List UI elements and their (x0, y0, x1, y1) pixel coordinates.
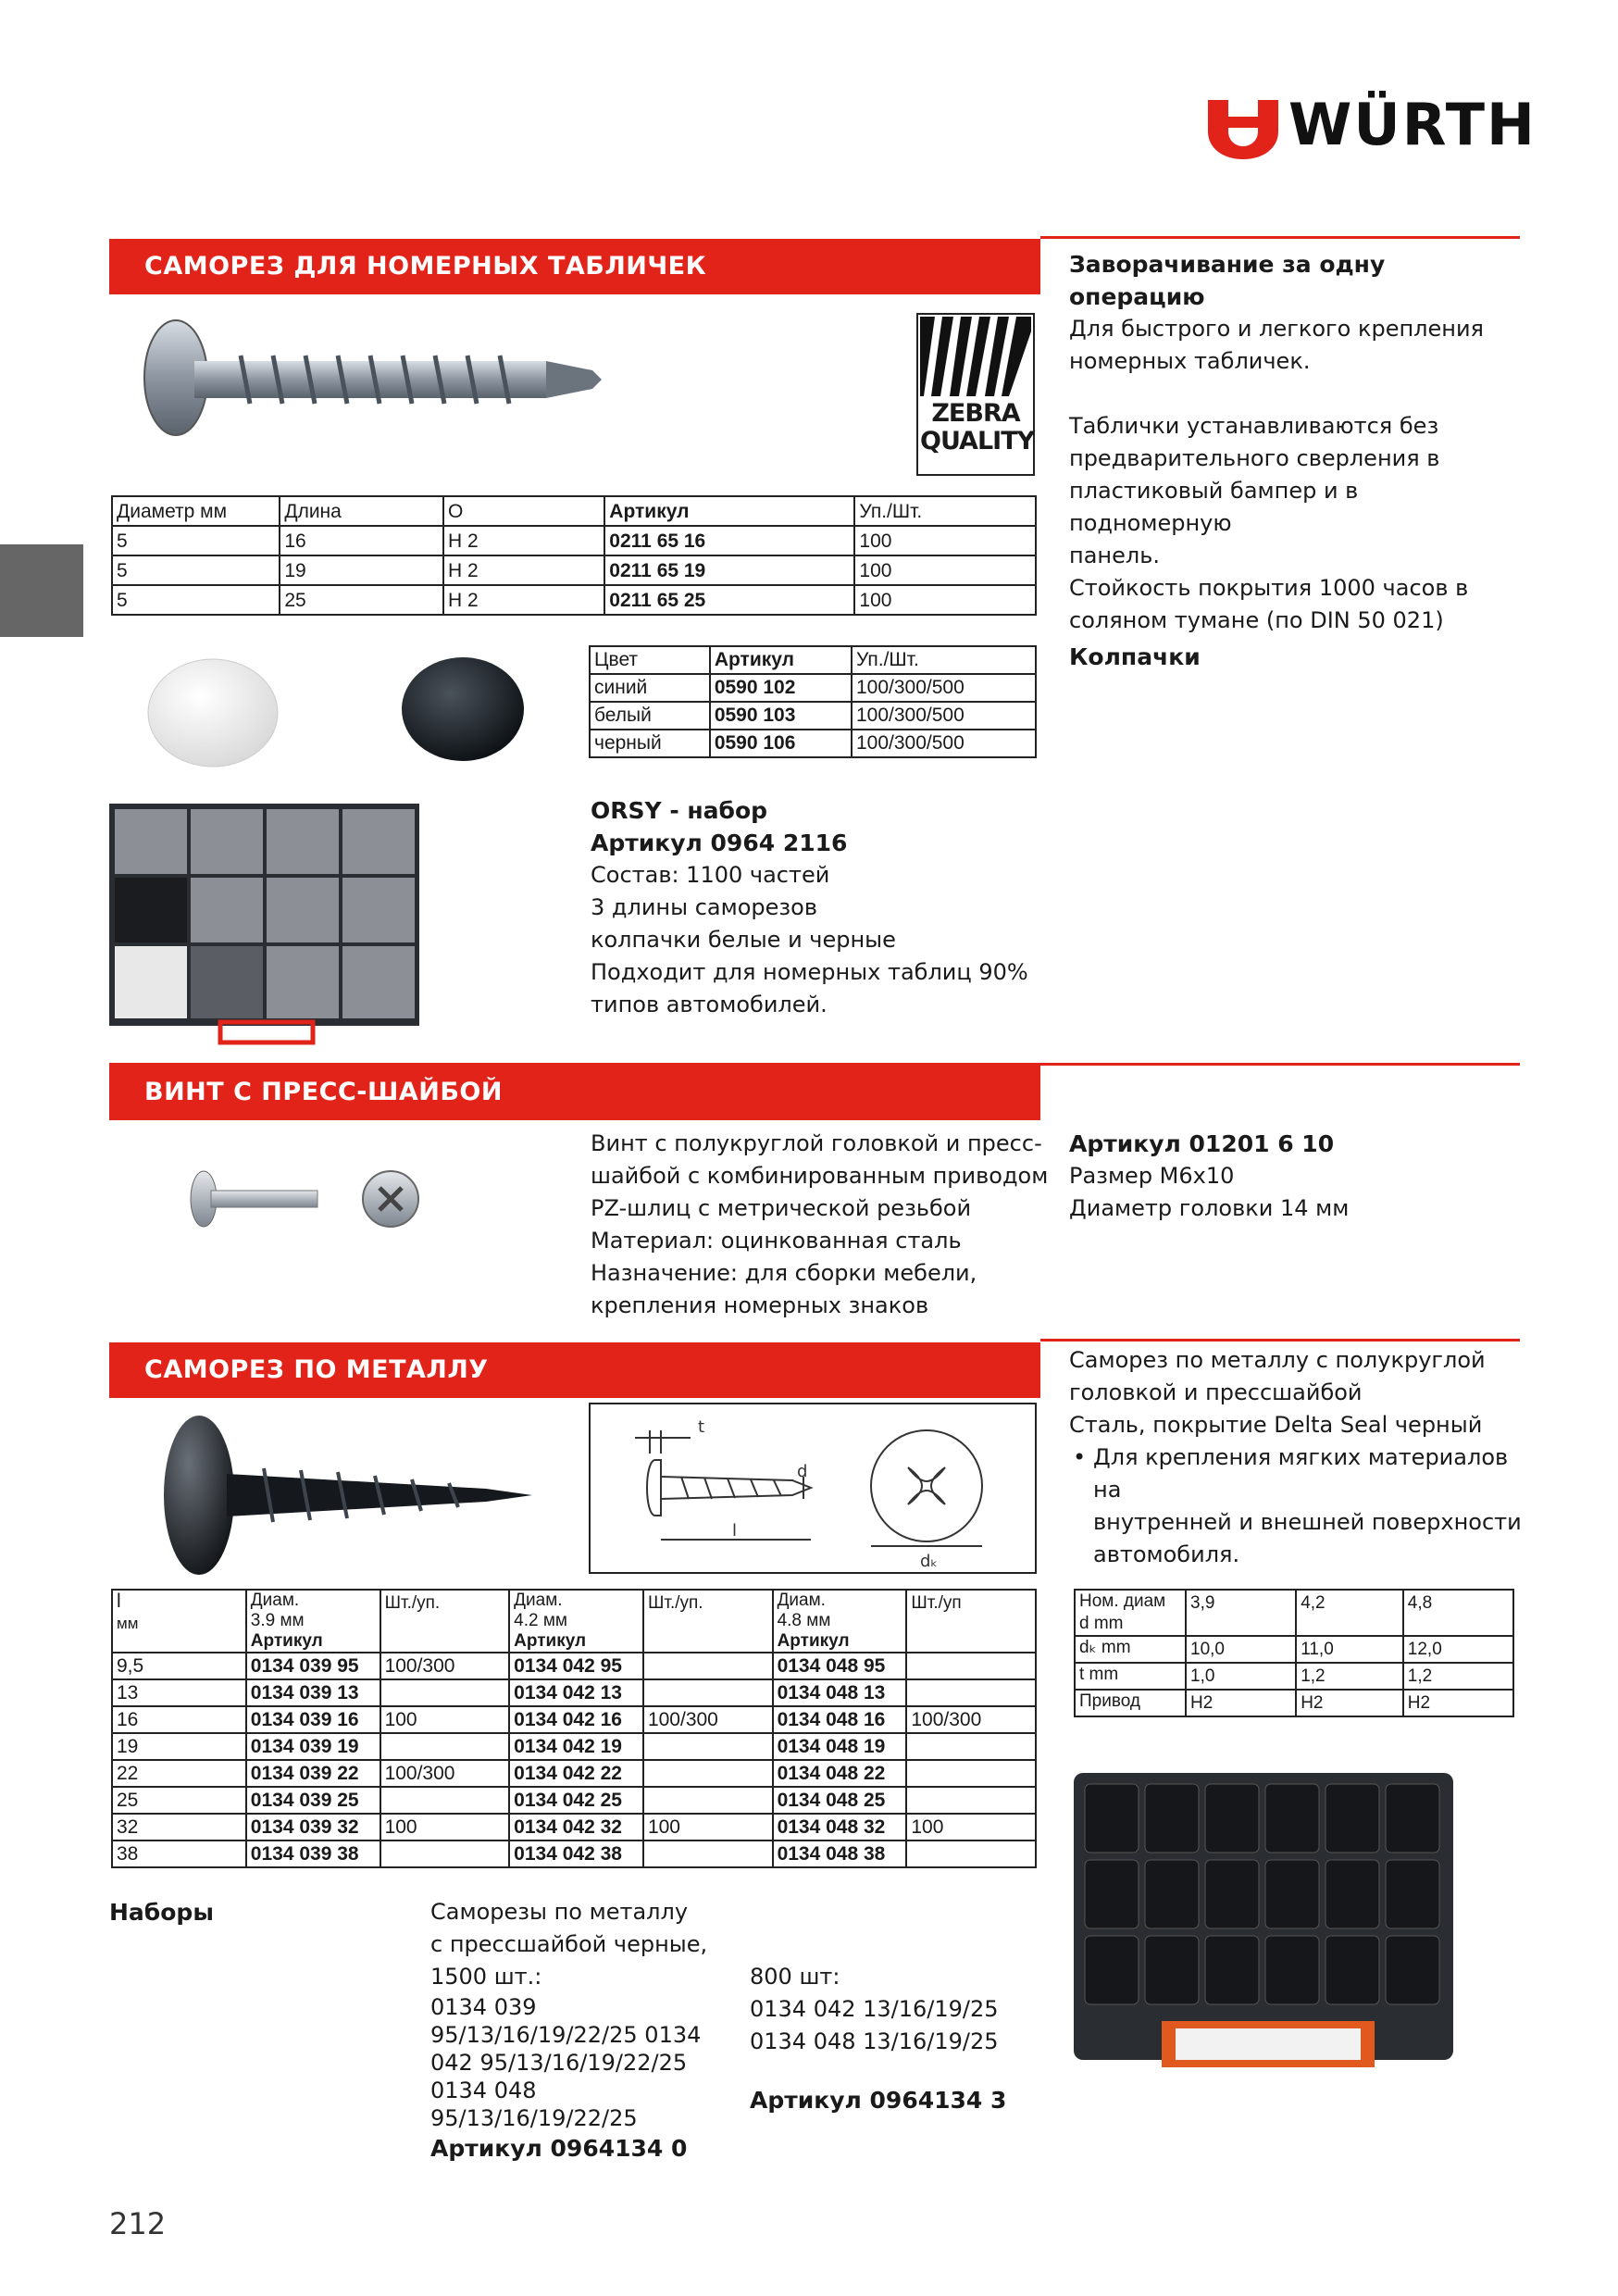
table-cell: 5 (112, 555, 280, 585)
plate-screw-image (139, 313, 620, 470)
kit-compartment (1085, 1784, 1139, 1853)
text-line: с прессшайбой черные, (430, 1931, 708, 1957)
table-cell: H2 (1296, 1690, 1403, 1716)
bullet-line: Для крепления мягких материалов на • (1069, 1441, 1523, 1506)
drawing-label-t: t (698, 1417, 705, 1437)
kit2-count: 800 шт: (750, 1964, 840, 1990)
text-line: соляном тумане (по DIN 50 021) (1069, 607, 1444, 633)
table-header-row (112, 496, 1036, 526)
section1-desc-title: Заворачивание за одну операцию (1069, 251, 1386, 310)
text-line: Стойкость покрытия 1000 часов в (1069, 575, 1469, 601)
table-row (112, 585, 1036, 615)
table-cell (380, 1841, 510, 1867)
kit-compartment (1145, 1784, 1199, 1853)
table-cell: 100/300/500 (852, 702, 1036, 730)
table-row (112, 1679, 1036, 1706)
table-row (1075, 1663, 1513, 1690)
table-cell: 0590 106 (710, 730, 852, 757)
orsy-article: Артикул 0964 2116 (591, 830, 848, 856)
table-cell: 0211 65 25 (604, 585, 854, 615)
kit2-article: Артикул 0964134 3 (750, 2087, 1007, 2114)
table-header: Уп./Шт. (852, 646, 1036, 674)
table-header-row (112, 1590, 1036, 1653)
table-cell (380, 1679, 510, 1706)
section2-desc (591, 1128, 1053, 1322)
text-line: 0134 042 13/16/19/25 (750, 1996, 999, 2022)
table-cell: 0590 103 (710, 702, 852, 730)
table-cell: 0134 048 13 (773, 1679, 907, 1706)
text-line: шайбой с комбинированным приводом (591, 1163, 1049, 1189)
table-cell: 0134 042 19 (509, 1733, 643, 1760)
metal-screw-spec-table (1074, 1589, 1514, 1717)
kit-compartment (1205, 1784, 1259, 1853)
text-line: пластиковый бампер и в подномерную (1069, 478, 1359, 536)
text-line: PZ-шлиц с метрической резьбой (591, 1195, 972, 1221)
table-cell: 11,0 (1296, 1636, 1403, 1663)
table-cell: 4,8 (1403, 1590, 1513, 1636)
table-cell: 1,2 (1403, 1663, 1513, 1690)
header-line: Диам. (514, 1591, 563, 1610)
table-cell: 0134 042 32 (509, 1814, 643, 1841)
text-line: предварительного сверления в (1069, 445, 1440, 471)
table-cell: 0134 042 16 (509, 1706, 643, 1733)
section3-desc (1069, 1344, 1523, 1441)
kit-compartment (1265, 1784, 1319, 1853)
table-cell (643, 1653, 773, 1679)
text-line: Подходит для номерных таблиц 90% (591, 959, 1028, 985)
table-cell: 12,0 (1403, 1636, 1513, 1663)
table-cell: 0134 039 32 (246, 1814, 380, 1841)
table-row (112, 1653, 1036, 1679)
text-line: Винт с полукруглой головкой и пресс- (591, 1130, 1042, 1156)
drawing-label-l: l (732, 1521, 738, 1541)
table-header: Артикул (604, 496, 854, 526)
table-cell: 25 (112, 1787, 246, 1814)
table-cell (643, 1733, 773, 1760)
table-cell: 100 (380, 1814, 510, 1841)
table-cell: 25 (280, 585, 443, 615)
caps-table (589, 645, 1037, 758)
table-cell: 0134 048 22 (773, 1760, 907, 1787)
table-cell: 1,0 (1186, 1663, 1296, 1690)
section1-header: САМОРЕЗ ДЛЯ НОМЕРНЫХ ТАБЛИЧЕК (109, 239, 1040, 294)
text-line: 3 длины саморезов (591, 894, 817, 920)
table-header (773, 1590, 907, 1653)
text-line: 95/13/16/19/22/25 (430, 2105, 638, 2131)
metal-screw-image (153, 1407, 541, 1583)
table-row (590, 702, 1036, 730)
text-line: Саморез по металлу с полукруглой (1069, 1347, 1486, 1373)
section1-rule (1040, 236, 1520, 239)
table-cell: 0134 042 22 (509, 1760, 643, 1787)
text-line: крепления номерных знаков (591, 1292, 929, 1318)
table-header: Артикул (710, 646, 852, 674)
cell-line: t mm (1079, 1665, 1119, 1684)
table-header: Шт./уп. (380, 1590, 510, 1653)
table-cell: 0134 039 95 (246, 1653, 380, 1679)
orsy-title: ORSY - набор (591, 797, 768, 824)
table-cell: 0134 048 16 (773, 1706, 907, 1733)
table-header-row (590, 646, 1036, 674)
table-cell: 0134 039 25 (246, 1787, 380, 1814)
table-cell: 0134 039 38 (246, 1841, 380, 1867)
table-cell: 0134 048 95 (773, 1653, 907, 1679)
kit-compartment (1205, 1860, 1259, 1928)
section1-desc (1069, 313, 1523, 637)
kit-compartment (1265, 1936, 1319, 2004)
kit-compartment (1265, 1860, 1319, 1928)
table-cell: 19 (112, 1733, 246, 1760)
table-cell: 38 (112, 1841, 246, 1867)
caps-title: Колпачки (1069, 643, 1201, 670)
text-line: Материал: оцинкованная сталь (591, 1228, 962, 1254)
table-cell (906, 1841, 1036, 1867)
table-cell: 0134 048 19 (773, 1733, 907, 1760)
header-line: Артикул (514, 1631, 587, 1651)
table-header (509, 1590, 643, 1653)
press-washer-screw-image (185, 1157, 426, 1241)
metal-screw-kit-image (1074, 1773, 1453, 2078)
text-line: 0134 048 (430, 2078, 537, 2103)
text-line: 0134 048 13/16/19/25 (750, 2028, 999, 2054)
table-cell (1075, 1690, 1186, 1716)
page-number: 212 (109, 2206, 167, 2241)
table-cell: черный (590, 730, 710, 757)
bullet-icon: • (1073, 1444, 1087, 1470)
kit-compartment (1145, 1860, 1199, 1928)
section3-header: САМОРЕЗ ПО МЕТАЛЛУ (109, 1342, 1040, 1398)
table-cell: 0134 039 22 (246, 1760, 380, 1787)
table-row (590, 730, 1036, 757)
table-cell: 100 (854, 585, 1036, 615)
table-header: Цвет (590, 646, 710, 674)
header-line: 4.2 мм (514, 1611, 567, 1630)
orsy-kit-image (109, 804, 419, 1046)
table-row (112, 1814, 1036, 1841)
table-cell: 0134 048 25 (773, 1787, 907, 1814)
text-line: Размер М6х10 (1069, 1163, 1235, 1189)
table-header: Шт./уп. (643, 1590, 773, 1653)
table-cell (643, 1787, 773, 1814)
table-cell: 0134 048 38 (773, 1841, 907, 1867)
table-cell (1075, 1636, 1186, 1663)
table-cell (906, 1653, 1036, 1679)
table-cell: 0134 048 32 (773, 1814, 907, 1841)
table-row (112, 526, 1036, 555)
table-cell (380, 1787, 510, 1814)
badge-line2: QUALITY (920, 427, 1035, 455)
table-cell: 100/300 (643, 1706, 773, 1733)
text-line: 95/13/16/19/22/25 0134 (430, 2022, 702, 2048)
table-cell: 16 (280, 526, 443, 555)
kit-compartment (1085, 1936, 1139, 2004)
table-row (112, 1787, 1036, 1814)
header-line: Диам. (250, 1591, 300, 1610)
text-line: колпачки белые и черные (591, 927, 896, 953)
header-line: Артикул (777, 1631, 850, 1651)
table-cell (906, 1787, 1036, 1814)
table-header: Шт./уп (906, 1590, 1036, 1653)
kit-compartment (1326, 1860, 1379, 1928)
table-cell: H2 (1403, 1690, 1513, 1716)
table-header: О (443, 496, 604, 526)
kits-label: Наборы (109, 1899, 214, 1926)
table-cell: белый (590, 702, 710, 730)
table-cell: 0211 65 19 (604, 555, 854, 585)
text-line: Назначение: для сборки мебели, (591, 1260, 977, 1286)
table-cell: 0211 65 16 (604, 526, 854, 555)
table-cell (643, 1679, 773, 1706)
cell-line: Ном. диам (1079, 1591, 1166, 1611)
text-line: Сталь, покрытие Delta Seal черный (1069, 1412, 1483, 1438)
brand-name: WÜRTH (1288, 91, 1537, 158)
header-line: 3.9 мм (250, 1611, 305, 1630)
kit-compartment (1386, 1784, 1439, 1853)
text-line: Состав: 1100 частей (591, 862, 830, 888)
header-line: мм (117, 1615, 139, 1632)
table-cell: 32 (112, 1814, 246, 1841)
table-cell: синий (590, 674, 710, 702)
text-line: Саморезы по металлу (430, 1899, 689, 1925)
table-cell (1075, 1663, 1186, 1690)
table-cell: 100/300 (906, 1706, 1036, 1733)
table-cell: 9,5 (112, 1653, 246, 1679)
cell-line: d mm (1079, 1614, 1124, 1633)
text-line: Таблички устанавливаются без (1069, 413, 1439, 439)
table-header: Диаметр мм (112, 496, 280, 526)
table-cell: 100 (906, 1814, 1036, 1841)
metal-screw-table (111, 1589, 1037, 1868)
table-cell (906, 1733, 1036, 1760)
table-cell: 4,2 (1296, 1590, 1403, 1636)
table-cell: H 2 (443, 585, 604, 615)
kit-compartment (1386, 1936, 1439, 2004)
table-cell: 22 (112, 1760, 246, 1787)
table-cell: 5 (112, 585, 280, 615)
table-row (112, 1706, 1036, 1733)
kit-compartment (1326, 1936, 1379, 2004)
kits-intro (430, 1896, 745, 1961)
table-cell (643, 1841, 773, 1867)
table-row (112, 555, 1036, 585)
table-cell: 100/300 (380, 1760, 510, 1787)
table-cell: 1,2 (1296, 1663, 1403, 1690)
table-cell: H2 (1186, 1690, 1296, 1716)
cell-line: Привод (1079, 1691, 1140, 1711)
table-cell: 0590 102 (710, 674, 852, 702)
table-cell: 10,0 (1186, 1636, 1296, 1663)
table-cell: 13 (112, 1679, 246, 1706)
section2-article: Артикул 01201 6 10 (1069, 1130, 1335, 1157)
table-cell (1075, 1590, 1186, 1636)
table-cell: 0134 042 95 (509, 1653, 643, 1679)
plate-screw-table (111, 495, 1037, 616)
text-line: номерных табличек. (1069, 348, 1311, 374)
table-cell: 5 (112, 526, 280, 555)
table-row (1075, 1590, 1513, 1636)
table-cell: 19 (280, 555, 443, 585)
table-cell: 100/300/500 (852, 730, 1036, 757)
wurth-logo-icon (1208, 100, 1278, 159)
table-cell (906, 1760, 1036, 1787)
section2-header: ВИНТ С ПРЕСС-ШАЙБОЙ (109, 1065, 1040, 1120)
kit-compartment (1085, 1860, 1139, 1928)
text-line: головкой и прессшайбой (1069, 1379, 1363, 1405)
table-cell: 100 (854, 526, 1036, 555)
table-cell (380, 1733, 510, 1760)
table-cell: 0134 039 13 (246, 1679, 380, 1706)
orsy-desc (591, 859, 1053, 1021)
table-cell (906, 1679, 1036, 1706)
table-cell: H 2 (443, 526, 604, 555)
table-cell: 0134 042 38 (509, 1841, 643, 1867)
text-line: 0134 039 (430, 1994, 537, 2020)
bullet-line: внутренней и внешней поверхности (1093, 1509, 1522, 1535)
text-line: панель. (1069, 543, 1160, 568)
table-cell: 0134 039 19 (246, 1733, 380, 1760)
table-cell: 0134 042 13 (509, 1679, 643, 1706)
section3-bullets (1069, 1441, 1523, 1571)
section2-specs (1069, 1160, 1513, 1225)
table-header: Длина (280, 496, 443, 526)
text-line: типов автомобилей. (591, 992, 828, 1017)
table-cell: 100 (854, 555, 1036, 585)
table-cell: 100/300 (380, 1653, 510, 1679)
kit-compartment (1205, 1936, 1259, 2004)
kit-compartment (1326, 1784, 1379, 1853)
table-row (590, 674, 1036, 702)
table-row (112, 1760, 1036, 1787)
drawing-label-dk: dₖ (920, 1552, 939, 1571)
table-row (112, 1733, 1036, 1760)
kit1-lines (430, 1993, 745, 2132)
caps-image (139, 648, 528, 778)
drawing-label-d: d (797, 1462, 808, 1481)
table-cell: 0134 042 25 (509, 1787, 643, 1814)
text-line: Для быстрого и легкого крепления (1069, 316, 1484, 342)
table-row (1075, 1690, 1513, 1716)
table-header (246, 1590, 380, 1653)
header-line: Диам. (777, 1591, 826, 1610)
table-cell: 100 (380, 1706, 510, 1733)
cell-line: dₖ mm (1079, 1638, 1131, 1657)
table-row (1075, 1636, 1513, 1663)
table-cell: 100 (643, 1814, 773, 1841)
bullet-line: автомобиля. (1093, 1541, 1240, 1567)
header-line: Артикул (250, 1631, 323, 1651)
kit2-lines (750, 1993, 1046, 2058)
kit1-article: Артикул 0964134 0 (430, 2135, 688, 2162)
header-line: l (117, 1591, 121, 1612)
table-cell: 100/300/500 (852, 674, 1036, 702)
kit-compartment (1145, 1936, 1199, 2004)
kit1-count: 1500 шт.: (430, 1964, 542, 1990)
kit-compartment (1386, 1860, 1439, 1928)
text-line: 042 95/13/16/19/22/25 (430, 2050, 688, 2076)
table-cell: 3,9 (1186, 1590, 1296, 1636)
text-line (1069, 378, 1523, 410)
section3-rule (1040, 1339, 1520, 1341)
table-header: Уп./Шт. (854, 496, 1036, 526)
technical-drawing (589, 1403, 1037, 1574)
table-cell: 0134 039 16 (246, 1706, 380, 1733)
table-cell: H 2 (443, 555, 604, 585)
table-cell: 16 (112, 1706, 246, 1733)
table-row (112, 1841, 1036, 1867)
text-line: Диаметр головки 14 мм (1069, 1195, 1350, 1221)
table-header (112, 1590, 246, 1653)
table-cell (643, 1760, 773, 1787)
header-line: 4.8 мм (777, 1611, 831, 1630)
badge-line1: ZEBRA (931, 399, 1020, 428)
chapter-tab (0, 544, 83, 637)
